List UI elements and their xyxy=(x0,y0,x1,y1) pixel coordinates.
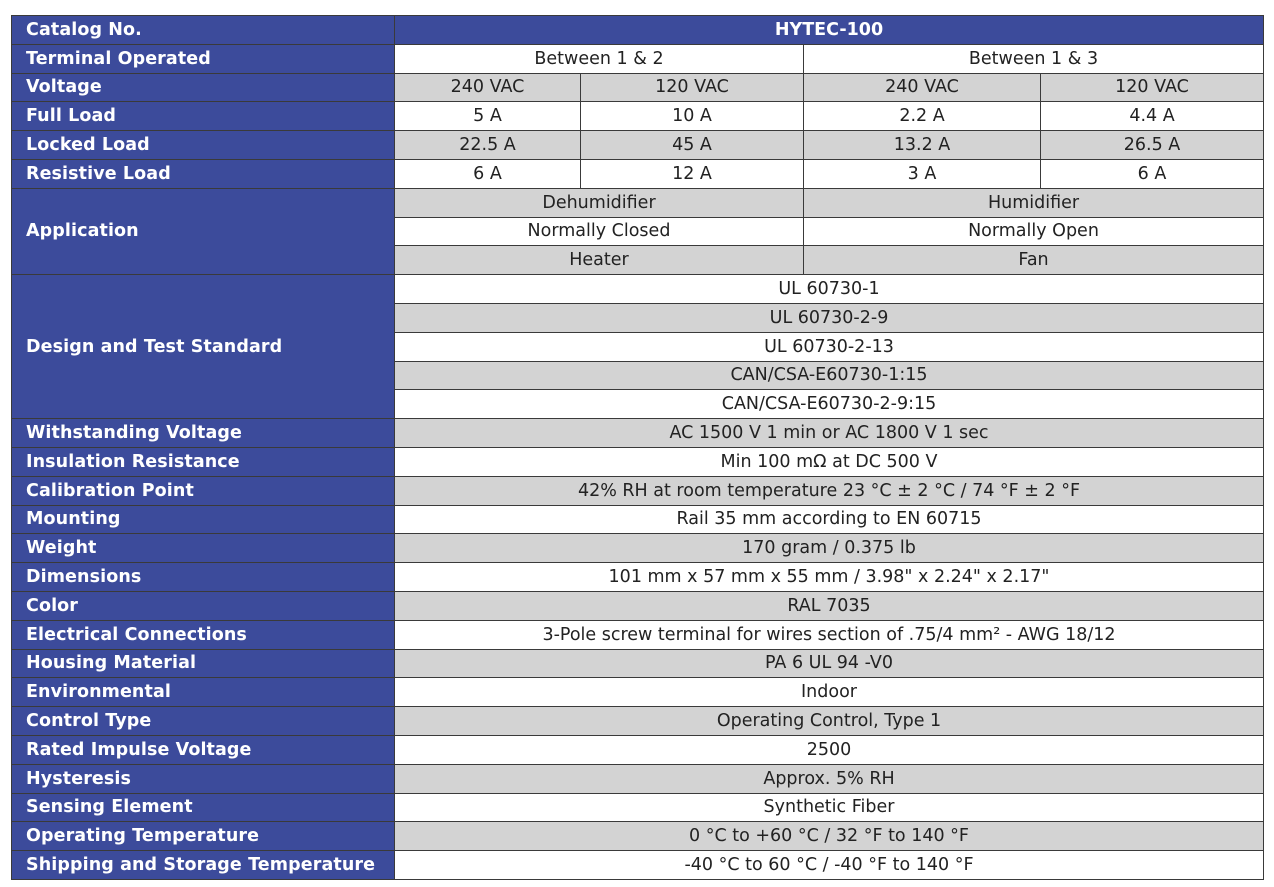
row-housing-material xyxy=(12,649,1264,678)
spec-label: Hysteresis xyxy=(12,764,395,793)
row-sensing-element xyxy=(12,793,1264,822)
application-label: Application xyxy=(12,188,395,274)
application-cell: Fan xyxy=(804,246,1264,275)
spec-label: Shipping and Storage Temperature xyxy=(12,851,395,880)
full-load-cell: 10 A xyxy=(581,102,804,131)
row-electrical-connections xyxy=(12,620,1264,649)
voltage-cell: 240 VAC xyxy=(395,73,581,102)
row-dimensions xyxy=(12,563,1264,592)
locked-load-label: Locked Load xyxy=(12,131,395,160)
standard-cell: UL 60730-2-9 xyxy=(395,303,1264,332)
spec-label: Sensing Element xyxy=(12,793,395,822)
spec-value: RAL 7035 xyxy=(395,591,1264,620)
spec-label: Operating Temperature xyxy=(12,822,395,851)
full-load-label: Full Load xyxy=(12,102,395,131)
row-full-load xyxy=(12,102,1264,131)
spec-value: 3-Pole screw terminal for wires section of .75/4 mm² - AWG 18/12 xyxy=(395,620,1264,649)
row-rated-impulse-voltage xyxy=(12,735,1264,764)
voltage-cell: 120 VAC xyxy=(581,73,804,102)
full-load-cell: 5 A xyxy=(395,102,581,131)
spec-label: Electrical Connections xyxy=(12,620,395,649)
spec-label: Weight xyxy=(12,534,395,563)
spec-value: 0 °C to +60 °C / 32 °F to 140 °F xyxy=(395,822,1264,851)
spec-value: 2500 xyxy=(395,735,1264,764)
catalog-no-value: HYTEC-100 xyxy=(395,16,1264,45)
spec-value: 170 gram / 0.375 lb xyxy=(395,534,1264,563)
resistive-load-cell: 3 A xyxy=(804,159,1041,188)
voltage-cell: 240 VAC xyxy=(804,73,1041,102)
row-withstanding-voltage xyxy=(12,419,1264,448)
row-insulation-resistance xyxy=(12,447,1264,476)
spec-label: Calibration Point xyxy=(12,476,395,505)
spec-label: Withstanding Voltage xyxy=(12,419,395,448)
application-cell: Humidifier xyxy=(804,188,1264,217)
locked-load-cell: 45 A xyxy=(581,131,804,160)
spec-value: Indoor xyxy=(395,678,1264,707)
application-cell: Normally Open xyxy=(804,217,1264,246)
locked-load-cell: 22.5 A xyxy=(395,131,581,160)
spec-label: Dimensions xyxy=(12,563,395,592)
spec-label: Mounting xyxy=(12,505,395,534)
row-terminal-operated xyxy=(12,44,1264,73)
spec-label: Color xyxy=(12,591,395,620)
row-application xyxy=(12,188,1264,217)
spec-value: -40 °C to 60 °C / -40 °F to 140 °F xyxy=(395,851,1264,880)
resistive-load-cell: 6 A xyxy=(1041,159,1264,188)
design-test-standard-label: Design and Test Standard xyxy=(12,275,395,419)
spec-label: Rated Impulse Voltage xyxy=(12,735,395,764)
spec-label: Control Type xyxy=(12,707,395,736)
locked-load-cell: 26.5 A xyxy=(1041,131,1264,160)
spec-value: Operating Control, Type 1 xyxy=(395,707,1264,736)
application-cell: Heater xyxy=(395,246,804,275)
terminal-1-2: Between 1 & 2 xyxy=(395,44,804,73)
catalog-no-label: Catalog No. xyxy=(12,16,395,45)
row-control-type xyxy=(12,707,1264,736)
resistive-load-cell: 6 A xyxy=(395,159,581,188)
row-resistive-load xyxy=(12,159,1264,188)
application-cell: Normally Closed xyxy=(395,217,804,246)
spec-value: Min 100 mΩ at DC 500 V xyxy=(395,447,1264,476)
spec-value: 42% RH at room temperature 23 °C ± 2 °C / 74 °F ± 2 °F xyxy=(395,476,1264,505)
spec-value: PA 6 UL 94 -V0 xyxy=(395,649,1264,678)
spec-label: Housing Material xyxy=(12,649,395,678)
spec-value: Rail 35 mm according to EN 60715 xyxy=(395,505,1264,534)
spec-value: AC 1500 V 1 min or AC 1800 V 1 sec xyxy=(395,419,1264,448)
standard-cell: CAN/CSA-E60730-2-9:15 xyxy=(395,390,1264,419)
spec-label: Environmental xyxy=(12,678,395,707)
row-locked-load xyxy=(12,131,1264,160)
row-standard xyxy=(12,275,1264,304)
spec-label: Insulation Resistance xyxy=(12,447,395,476)
row-mounting xyxy=(12,505,1264,534)
locked-load-cell: 13.2 A xyxy=(804,131,1041,160)
row-voltage xyxy=(12,73,1264,102)
voltage-label: Voltage xyxy=(12,73,395,102)
resistive-load-label: Resistive Load xyxy=(12,159,395,188)
standard-cell: CAN/CSA-E60730-1:15 xyxy=(395,361,1264,390)
row-environmental xyxy=(12,678,1264,707)
row-hysteresis xyxy=(12,764,1264,793)
standard-cell: UL 60730-1 xyxy=(395,275,1264,304)
terminal-1-3: Between 1 & 3 xyxy=(804,44,1264,73)
row-calibration-point xyxy=(12,476,1264,505)
row-color xyxy=(12,591,1264,620)
full-load-cell: 2.2 A xyxy=(804,102,1041,131)
spec-value: 101 mm x 57 mm x 55 mm / 3.98" x 2.24" x 2.17" xyxy=(395,563,1264,592)
spec-table xyxy=(11,15,1264,880)
standard-cell: UL 60730-2-13 xyxy=(395,332,1264,361)
row-weight xyxy=(12,534,1264,563)
spec-value: Synthetic Fiber xyxy=(395,793,1264,822)
voltage-cell: 120 VAC xyxy=(1041,73,1264,102)
resistive-load-cell: 12 A xyxy=(581,159,804,188)
application-cell: Dehumidifier xyxy=(395,188,804,217)
row-operating-temperature xyxy=(12,822,1264,851)
full-load-cell: 4.4 A xyxy=(1041,102,1264,131)
terminal-operated-label: Terminal Operated xyxy=(12,44,395,73)
spec-value: Approx. 5% RH xyxy=(395,764,1264,793)
row-catalog-no xyxy=(12,16,1264,45)
row-shipping-storage-temperature xyxy=(12,851,1264,880)
